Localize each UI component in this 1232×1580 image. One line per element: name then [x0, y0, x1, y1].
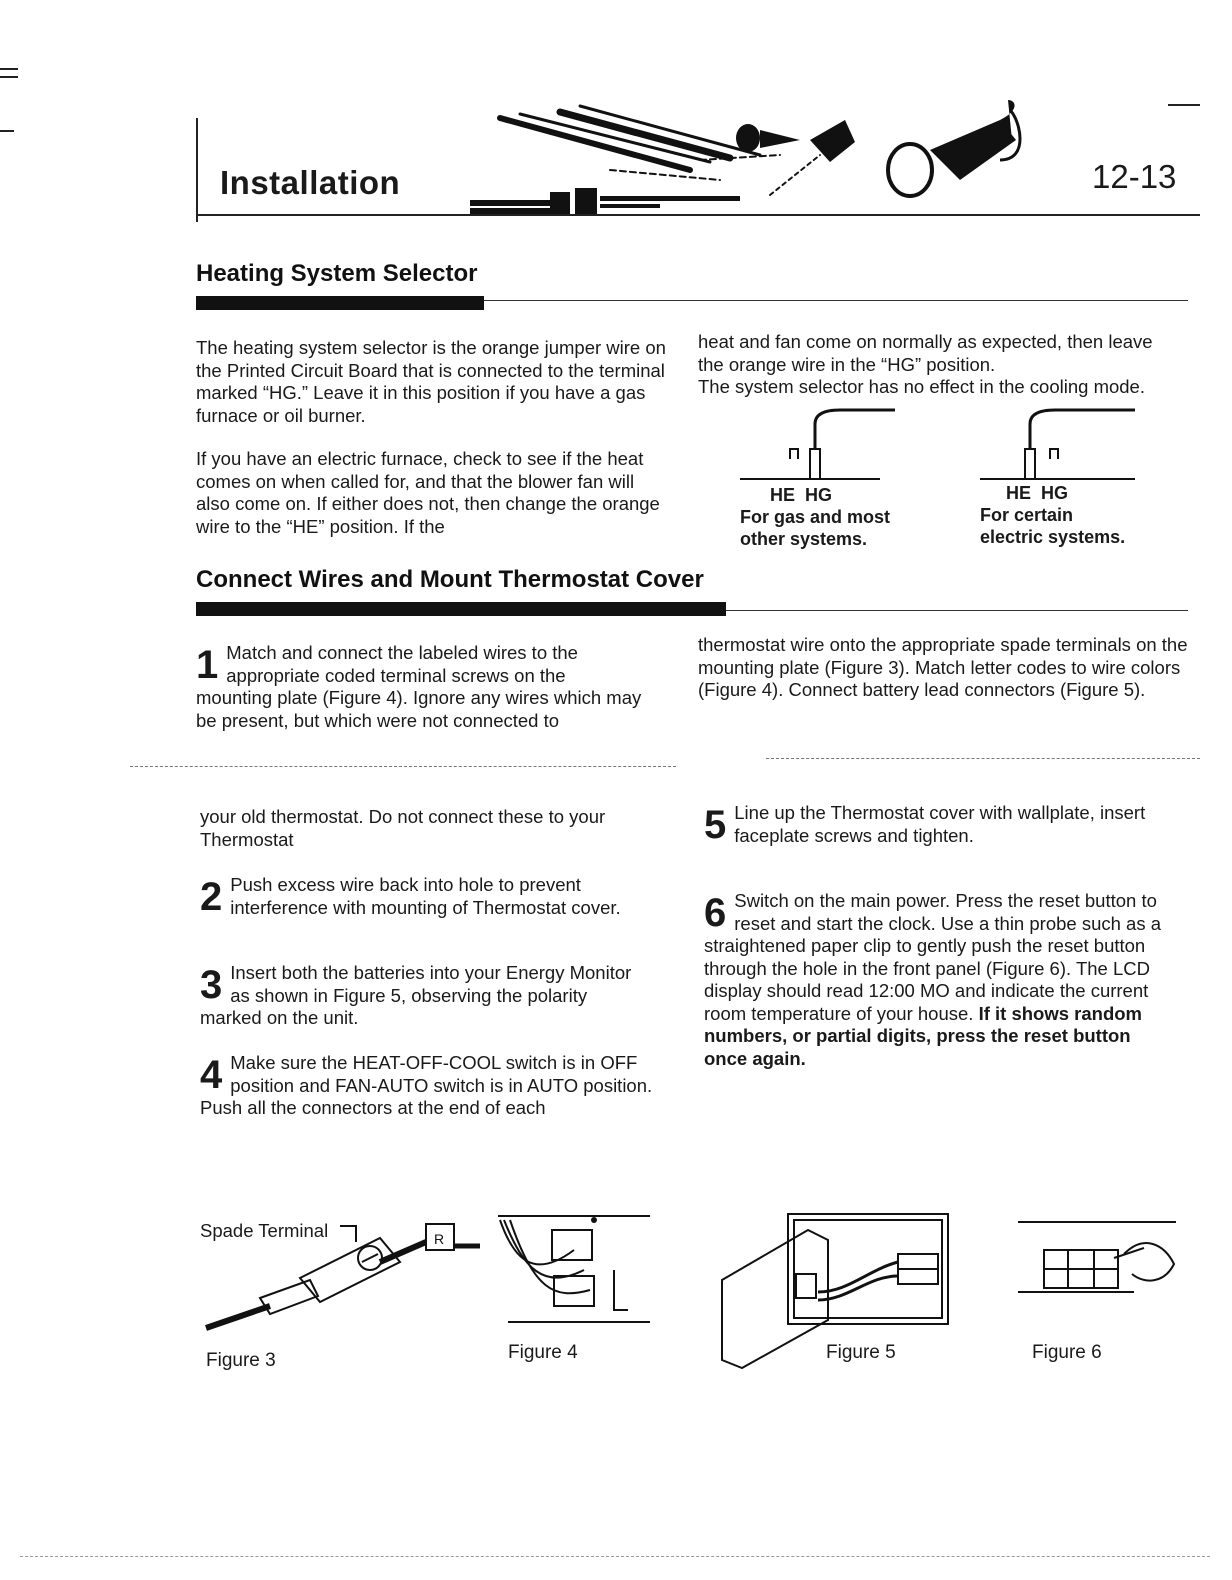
figure-3-caption: Figure 3 — [206, 1350, 276, 1371]
electric-caption-line1: For certain — [980, 505, 1074, 525]
step-2-text: Push excess wire back into hole to prevent interference with mounting of Thermostat cover. — [230, 874, 621, 918]
step-5 — [704, 802, 1164, 847]
selector-paragraph-4: The system selector has no effect in the cooling mode. — [698, 376, 1145, 397]
step-4-number: 4 — [200, 1053, 223, 1097]
terminal-labels: HE HG — [1006, 483, 1069, 503]
terminal-labels: HE HG — [770, 485, 833, 505]
fold-rule — [766, 758, 1200, 759]
header-vertical-rule — [196, 118, 198, 222]
step-1-continued: your old thermostat. Do not connect these to your Thermostat — [200, 806, 606, 850]
step-4 — [200, 1052, 670, 1120]
step-4-text: Make sure the HEAT-OFF-COOL switch is in OFF position and FAN-AUTO switch is in AUTO position. Push all the connectors at the end of each — [200, 1052, 653, 1118]
step-5-number: 5 — [704, 803, 727, 847]
figure-4-caption: Figure 4 — [508, 1342, 578, 1363]
step-4-continued: thermostat wire onto the appropriate spade terminals on the mounting plate (Figure 3). Match letter codes to wire colors (Figure 4). Connect battery lead connectors (Figure 5). — [698, 634, 1188, 700]
jumper-he-diagram — [970, 404, 1150, 484]
section-rule — [726, 610, 1188, 611]
figure-3-illustration — [200, 1218, 490, 1338]
figure-6-illustration — [1014, 1214, 1180, 1304]
section-rule — [484, 300, 1188, 301]
page-number: 12-13 — [1092, 158, 1177, 195]
figure-5-caption: Figure 5 — [826, 1342, 896, 1363]
step-3-text: Insert both the batteries into your Energy Monitor as shown in Figure 5, observing the polarity marked on the unit. — [200, 962, 632, 1028]
edge-mark — [0, 130, 14, 132]
step-6-number: 6 — [704, 891, 727, 935]
step-3-number: 3 — [200, 963, 223, 1007]
step-6-warning: If it shows random numbers, or partial digits, press the reset button once again. — [704, 1002, 1142, 1069]
figure-6-caption: Figure 6 — [1032, 1342, 1102, 1363]
scan-edge — [20, 1556, 1210, 1557]
step-1-text: Match and connect the labeled wires to the appropriate coded terminal screws on the mounting plate (Figure 4). Ignore any wires which may be present, but which were not connected to — [196, 642, 642, 731]
section-bar — [196, 296, 484, 310]
step-2 — [200, 874, 670, 919]
connect-wires-title: Connect Wires and Mount Thermostat Cover — [196, 566, 704, 593]
edge-mark — [1168, 104, 1200, 106]
jumper-hg-diagram — [730, 404, 910, 484]
spade-terminal-label: Spade Terminal — [200, 1220, 329, 1241]
step-1 — [196, 642, 642, 732]
figure-4-illustration — [494, 1210, 654, 1330]
section-bar — [196, 602, 726, 616]
gas-caption-line2: other systems. — [740, 529, 868, 549]
step-2-number: 2 — [200, 875, 223, 919]
step-6 — [704, 890, 1178, 1070]
step-6-text: Switch on the main power. Press the reset button to reset and start the clock. Use a thin probe such as a straightened paper clip to gently push the reset button through the hole in the front panel (Figure 6). The LCD display should read 12:00 MO and indicate the current room temperature of your house. — [704, 890, 1162, 1024]
heating-selector-title: Heating System Selector — [196, 260, 478, 287]
fold-rule — [130, 766, 676, 767]
step-5-text: Line up the Thermostat cover with wallplate, insert faceplate screws and tighten. — [734, 802, 1146, 846]
selector-paragraph-1: The heating system selector is the orange jumper wire on the Printed Circuit Board that is connected to the terminal marked “HG.” Leave it in this position if you have a gas furnace or oil burner. — [196, 337, 666, 426]
electric-caption-line2: electric systems. — [980, 527, 1126, 547]
selector-paragraph-2: If you have an electric furnace, check to see if the heat comes on when called for, and that the blower fan will also come on. If either does not, then change the orange wire to the “HE” position. If the — [196, 448, 660, 537]
page-title: Installation — [220, 164, 401, 201]
selector-paragraph-3: heat and fan come on normally as expected, then leave the orange wire in the “HG” position. — [698, 331, 1153, 375]
step-1-number: 1 — [196, 643, 219, 687]
tools-illustration — [460, 100, 1040, 220]
gas-caption-line1: For gas and most — [740, 507, 891, 527]
terminal-letter: R — [434, 1231, 445, 1247]
edge-mark — [0, 76, 18, 78]
edge-mark — [0, 68, 18, 70]
step-3 — [200, 962, 640, 1030]
